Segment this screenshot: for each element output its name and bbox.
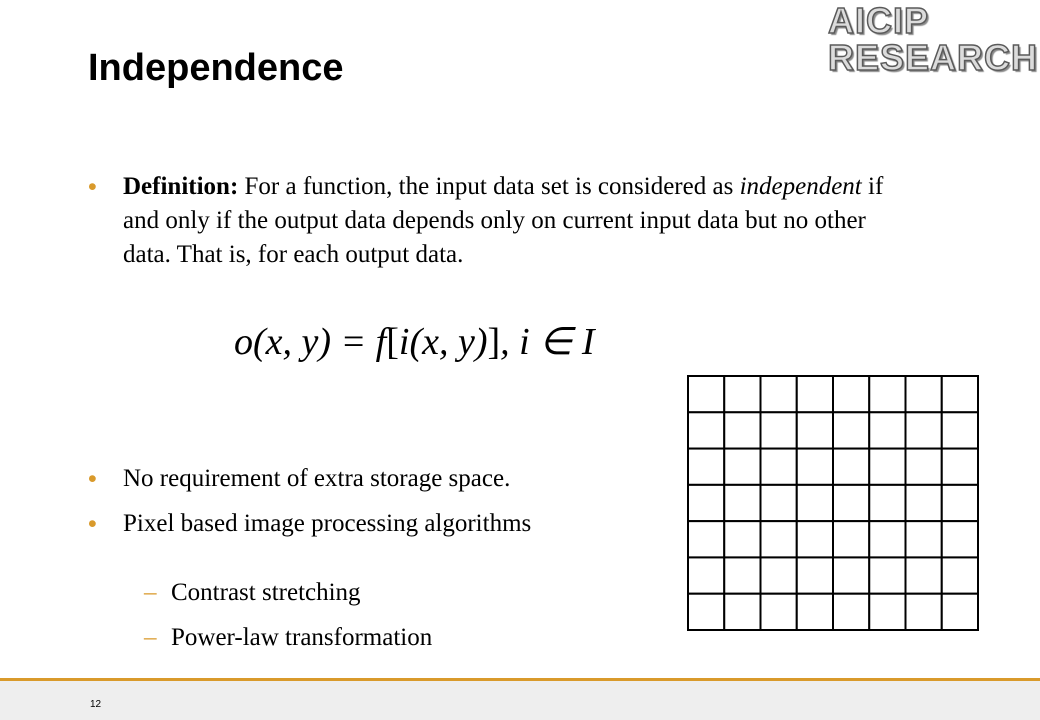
definition-text-2: if and only if the output data depends only on current input data but no other data. That is, for each output data.	[123, 173, 884, 268]
grid-cell	[688, 557, 724, 593]
bullet-storage: • No requirement of extra storage space.	[88, 462, 683, 496]
grid-cell	[906, 557, 942, 593]
grid-cell	[761, 485, 797, 521]
grid-cell	[906, 376, 942, 412]
grid-cell	[797, 376, 833, 412]
bullet-pixel-based: • Pixel based image processing algorithms	[88, 507, 683, 541]
grid-cell	[869, 412, 905, 448]
grid-cell	[688, 412, 724, 448]
grid-cell	[942, 594, 978, 630]
grid-cell	[942, 412, 978, 448]
logo-line-1: AICIP	[828, 0, 930, 41]
definition-label: Definition:	[123, 173, 239, 200]
aicip-research-logo	[828, 2, 1038, 76]
slide-title: Independence	[88, 47, 344, 89]
grid-cell	[869, 594, 905, 630]
definition-emphasis: independent	[739, 173, 862, 200]
grid-cell	[688, 376, 724, 412]
bullet-definition	[88, 170, 903, 272]
grid-cell	[797, 594, 833, 630]
grid-cell	[869, 449, 905, 485]
grid-cell	[761, 521, 797, 557]
grid-cell	[724, 412, 760, 448]
grid-cell	[906, 412, 942, 448]
grid-cell	[797, 485, 833, 521]
grid-cell	[761, 557, 797, 593]
grid-cell	[869, 557, 905, 593]
grid-cell	[797, 412, 833, 448]
grid-cell	[688, 594, 724, 630]
grid-cell	[906, 485, 942, 521]
grid-cell	[724, 557, 760, 593]
page-number: 12	[90, 699, 102, 710]
grid-cell	[724, 449, 760, 485]
logo-line-2: RESEARCH	[828, 37, 1039, 78]
formula-inner: i(x, y)	[398, 321, 488, 363]
grid-cell	[724, 594, 760, 630]
grid-cell	[688, 521, 724, 557]
grid-cell	[724, 376, 760, 412]
grid-cell	[942, 521, 978, 557]
grid-cell	[833, 449, 869, 485]
grid-cell	[761, 376, 797, 412]
formula-bracket-open: [	[386, 321, 399, 363]
footer	[0, 681, 1040, 720]
grid-cell	[833, 485, 869, 521]
sub-bullet-power-law: – Power-law transformation	[144, 621, 691, 655]
grid-cell	[833, 412, 869, 448]
grid-cell	[833, 376, 869, 412]
grid-cell	[942, 557, 978, 593]
grid-cell	[797, 521, 833, 557]
pixel-grid	[684, 372, 980, 632]
grid-cell	[869, 521, 905, 557]
grid-cell	[761, 449, 797, 485]
grid-cell	[761, 594, 797, 630]
grid-cell	[833, 594, 869, 630]
grid-cell	[797, 557, 833, 593]
grid-cell	[724, 521, 760, 557]
grid-cell	[833, 557, 869, 593]
grid-cell	[942, 376, 978, 412]
formula-lhs: o(x, y) = f	[234, 321, 387, 363]
grid-cell	[724, 485, 760, 521]
formula-bracket-close: ]	[487, 321, 501, 363]
grid-cell	[869, 485, 905, 521]
grid-cell	[869, 376, 905, 412]
grid-cell	[906, 594, 942, 630]
grid-cell	[906, 449, 942, 485]
grid-cell	[688, 485, 724, 521]
grid-cell	[833, 521, 869, 557]
grid-cell	[761, 412, 797, 448]
sub-bullet-contrast: – Contrast stretching	[144, 576, 691, 610]
formula-rest: , i ∈ I	[500, 321, 595, 363]
grid-cell	[942, 449, 978, 485]
grid-cell	[688, 449, 724, 485]
grid-cell	[942, 485, 978, 521]
definition-text-1: For a function, the input data set is considered as	[238, 173, 740, 200]
formula	[234, 320, 595, 364]
grid-cell	[906, 521, 942, 557]
grid-cell	[797, 449, 833, 485]
